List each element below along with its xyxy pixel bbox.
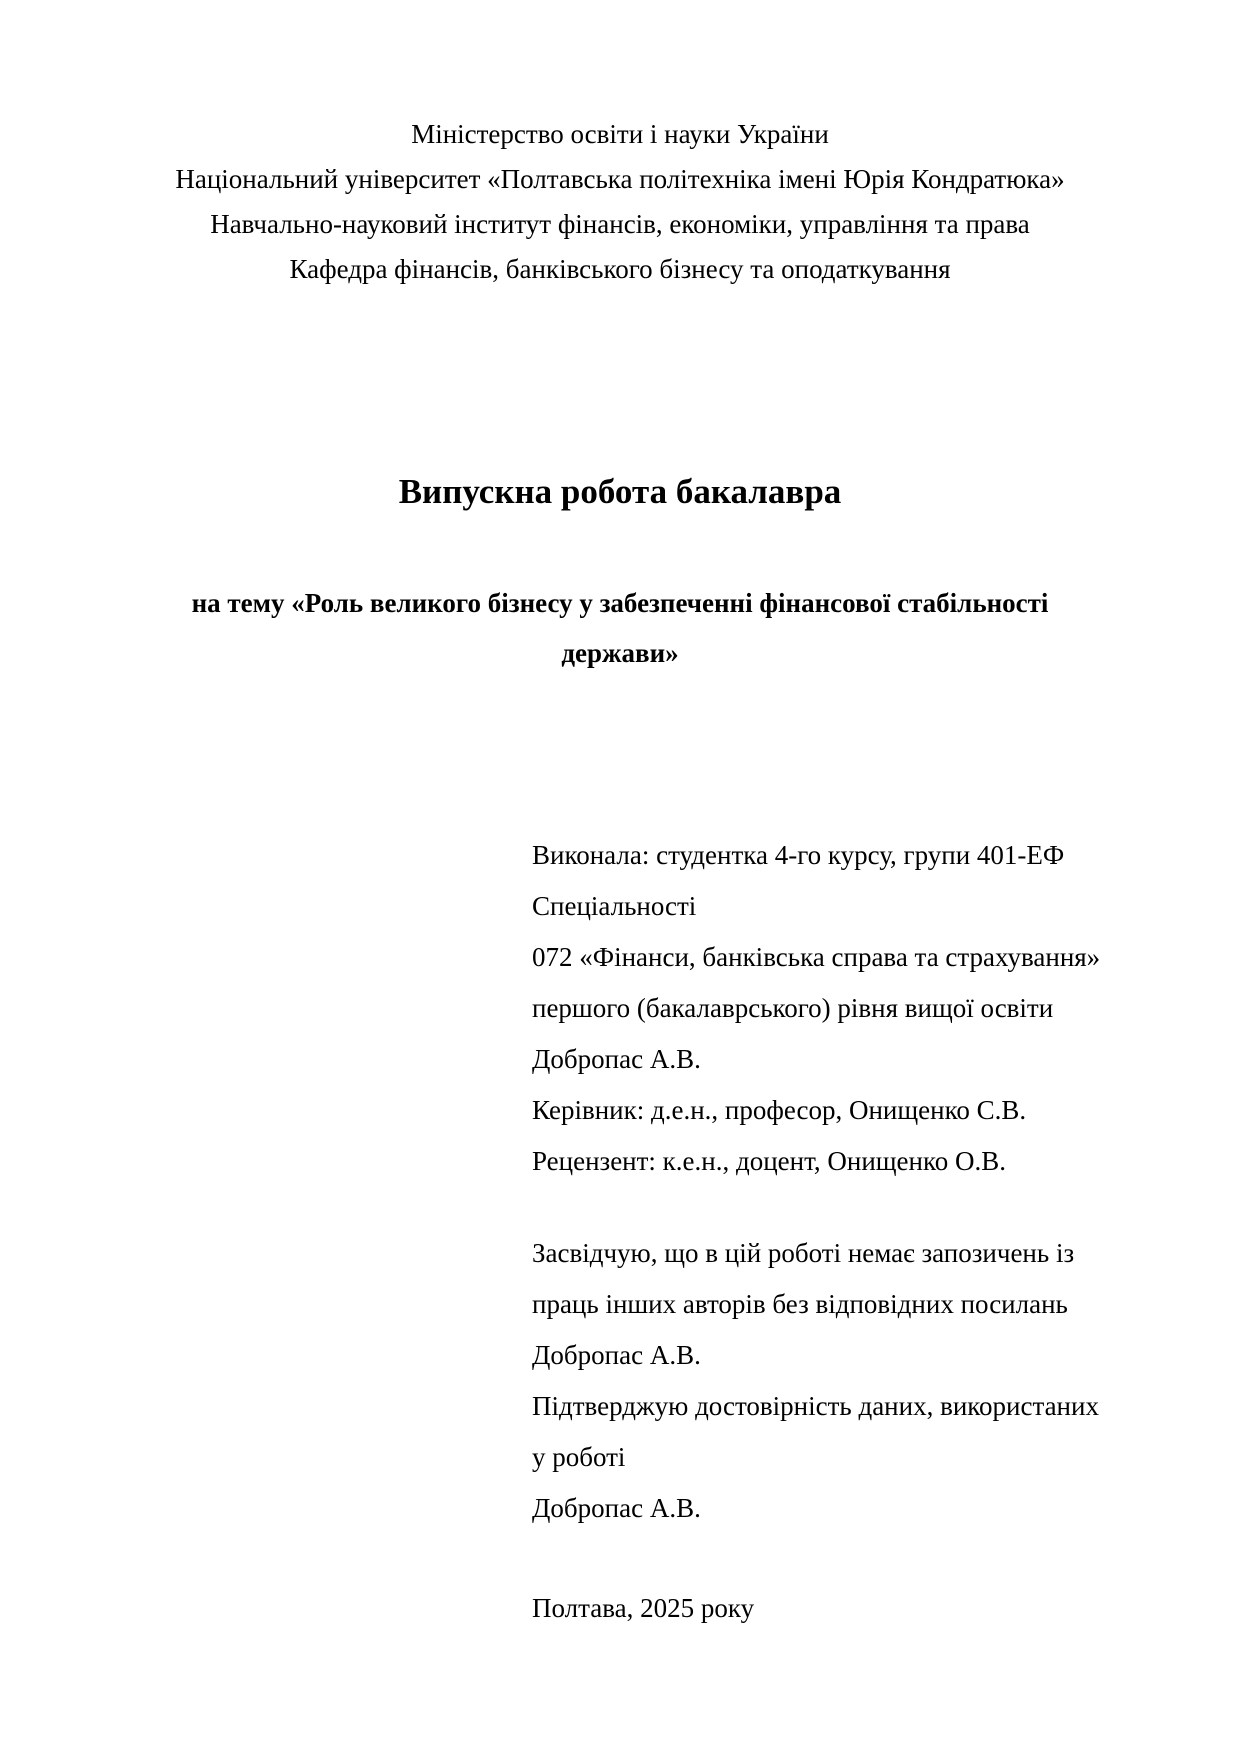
performed-by-line: Виконала: студентка 4-го курсу, групи 401-ЕФ [532, 840, 1065, 870]
certification-name-1: Добропас А.В. [532, 1340, 701, 1370]
certification-line-4: у роботі [532, 1442, 626, 1472]
student-name: Добропас А.В. [532, 1044, 701, 1074]
certification-line-1: Засвідчую, що в цій роботі немає запозичень із [532, 1238, 1075, 1268]
institute-line: Навчально-науковий інститут фінансів, економіки, управління та права [210, 209, 1030, 239]
certification-line-3: Підтверджую достовірність даних, використаних [532, 1391, 1099, 1421]
document-title: Випускна робота бакалавра [398, 472, 842, 511]
thesis-topic [0, 578, 1240, 678]
certification-name-2: Добропас А.В. [532, 1493, 701, 1523]
reviewer-line: Рецензент: к.е.н., доцент, Онищенко О.В. [532, 1146, 1006, 1176]
ministry-line: Міністерство освіти і науки України [411, 119, 829, 149]
specialty-line: 072 «Фінанси, банківська справа та страхування» [532, 942, 1101, 972]
department-line: Кафедра фінансів, банківського бізнесу та оподаткування [289, 254, 951, 284]
topic-line-1: на тему «Роль великого бізнесу у забезпеченні фінансової стабільності [191, 588, 1049, 618]
certification-block [532, 1228, 1152, 1534]
author-info-block [532, 830, 1152, 1187]
supervisor-line: Керівник: д.е.н., професор, Онищенко С.В. [532, 1095, 1027, 1125]
topic-line-2: держави» [561, 638, 679, 668]
certification-line-2: праць інших авторів без відповідних посилань [532, 1289, 1068, 1319]
university-line: Національний університет «Полтавська політехніка імені Юрія Кондратюка» [175, 164, 1065, 194]
institution-header [0, 112, 1240, 292]
education-level-line: першого (бакалаврського) рівня вищої освіти [532, 993, 1054, 1023]
specialty-label: Спеціальності [532, 891, 697, 921]
city-year: Полтава, 2025 року [532, 1593, 755, 1623]
